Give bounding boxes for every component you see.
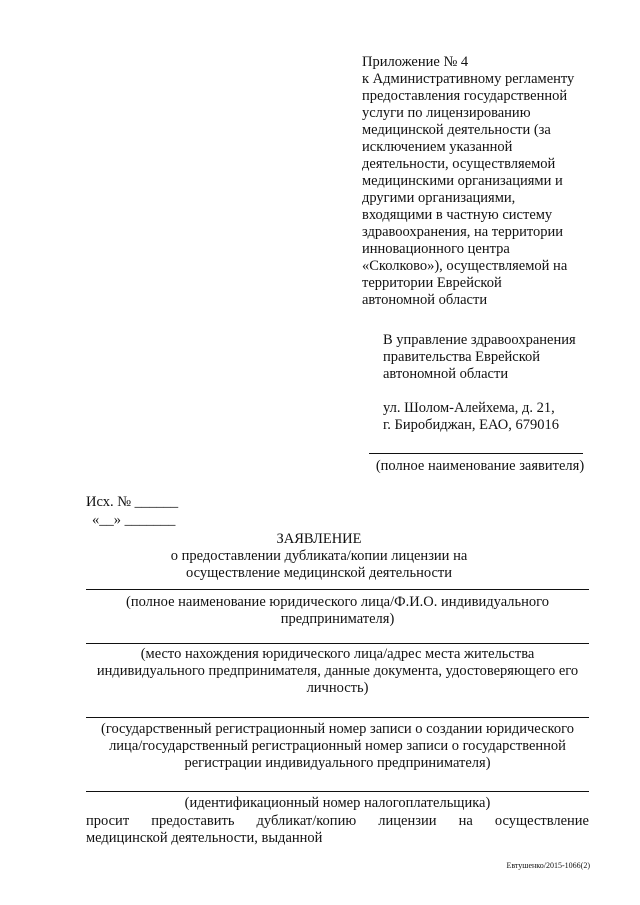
inn-caption: (идентификационный номер налогоплательщика) xyxy=(184,795,491,811)
appendix-line: территории Еврейской xyxy=(362,275,502,291)
recipient-address-line: ул. Шолом-Алейхема, д. 21, xyxy=(383,400,555,416)
appendix-line: инновационного центра xyxy=(362,241,510,257)
applicant-name-line[interactable] xyxy=(369,453,583,454)
appendix-line: другими организациями, xyxy=(362,190,516,206)
caption-line: личность) xyxy=(306,680,369,696)
document-title: ЗАЯВЛЕНИЕ xyxy=(276,531,362,547)
document-subtitle: о предоставлении дубликата/копии лицензии на xyxy=(170,548,468,564)
appendix-line: медицинскими организациями и xyxy=(362,173,563,189)
caption-line: лица/государственный регистрационный номер записи о государственной xyxy=(109,738,566,754)
registration-field-line[interactable] xyxy=(86,717,589,718)
recipient-block xyxy=(383,332,603,434)
applicant-caption: (полное наименование заявителя) xyxy=(375,458,585,474)
caption-line: предпринимателя) xyxy=(280,611,395,627)
title-block xyxy=(80,531,558,582)
document-subtitle: осуществление медицинской деятельности xyxy=(186,565,452,581)
appendix-block xyxy=(362,54,602,309)
caption-line: индивидуального предпринимателя, данные документа, удостоверяющего его xyxy=(96,663,579,679)
name-field-line[interactable] xyxy=(86,589,589,590)
appendix-line: здравоохранения, на территории xyxy=(362,224,564,240)
caption-line: регистрации индивидуального предпринимателя) xyxy=(184,755,491,771)
appendix-line: услуги по лицензированию xyxy=(362,105,531,121)
registration-caption xyxy=(86,721,589,772)
appendix-line: деятельности, осуществляемой xyxy=(362,156,556,172)
appendix-line: «Сколково»), осуществляемой на xyxy=(362,258,568,274)
appendix-line: медицинской деятельности (за xyxy=(362,122,551,138)
outgoing-date: «__» _______ xyxy=(92,512,176,528)
recipient-line: автономной области xyxy=(383,366,509,382)
request-line: просит предоставить дубликат/копию лицензии на осуществление xyxy=(86,813,589,829)
recipient-address-line: г. Биробиджан, ЕАО, 679016 xyxy=(383,417,559,433)
recipient-line: правительства Еврейской xyxy=(383,349,541,365)
outgoing-number: Исх. № ______ xyxy=(86,494,179,510)
caption-line: (место нахождения юридического лица/адрес места жительства xyxy=(140,646,535,662)
appendix-line: к Административному регламенту xyxy=(362,71,575,87)
inn-field-line[interactable] xyxy=(86,791,589,792)
appendix-line: Приложение № 4 xyxy=(362,54,469,70)
recipient-line: В управление здравоохранения xyxy=(383,332,576,348)
appendix-line: входящими в частную систему xyxy=(362,207,553,223)
location-field-line[interactable] xyxy=(86,643,589,644)
appendix-line: исключением указанной xyxy=(362,139,513,155)
request-line: медицинской деятельности, выданной xyxy=(86,830,323,846)
caption-line: (государственный регистрационный номер записи о создании юридического xyxy=(101,721,574,737)
appendix-line: автономной области xyxy=(362,292,488,308)
caption-line: (полное наименование юридического лица/Ф.И.О. индивидуального xyxy=(126,594,549,610)
location-caption xyxy=(86,646,589,697)
name-caption xyxy=(86,594,589,628)
appendix-line: предоставления государственной xyxy=(362,88,568,104)
footer-code: Евтушенко/2015-1066(2) xyxy=(506,861,590,870)
